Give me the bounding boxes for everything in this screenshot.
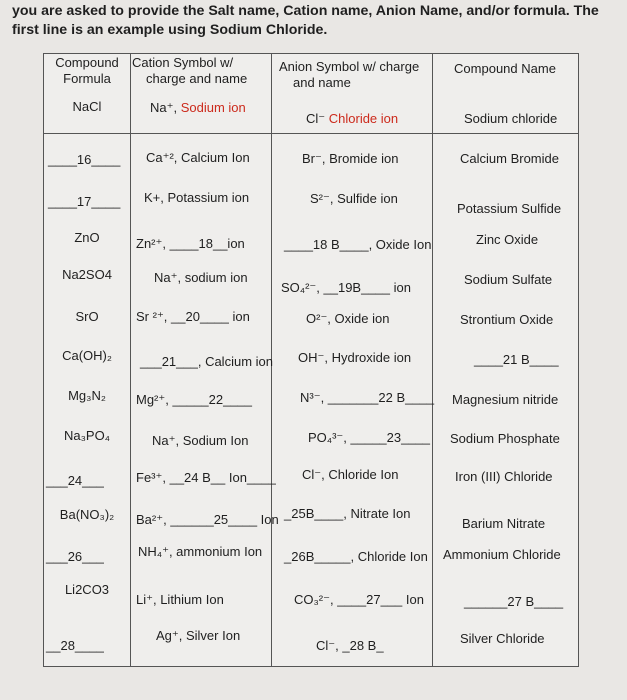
row-9-formula: ___24___ [46, 473, 104, 488]
row-13-cation: Ag⁺, Silver Ion [156, 628, 241, 643]
row-13-anion: Cl⁻, _28 B_ [316, 638, 384, 653]
row-7-name: Magnesium nitride [452, 392, 559, 407]
salt-table [43, 53, 579, 667]
row-13-name: Silver Chloride [460, 631, 545, 646]
row-2-name: Potassium Sulfide [457, 201, 562, 216]
row-11-name: Ammonium Chloride [443, 547, 561, 562]
row-8-cation: Na⁺, Sodium Ion [152, 433, 249, 448]
row-5-name: Strontium Oxide [460, 312, 554, 327]
row-5-cation: Sr ²⁺, __20____ ion [136, 309, 250, 324]
row-2-formula: ____17____ [48, 194, 121, 209]
row-3-cation: Zn²⁺, ____18__ion [136, 236, 245, 251]
row-2-anion: S²⁻, Sulfide ion [310, 191, 398, 206]
row-3-name: Zinc Oxide [476, 232, 539, 247]
row-4-anion: SO₄²⁻, __19B____ ion [281, 280, 411, 295]
row-12-anion: CO₃²⁻, ____27___ Ion [294, 592, 424, 607]
column-divider [432, 54, 433, 666]
header-compound-formula: Compound Formula [55, 55, 119, 86]
row-12-formula: Li2CO3 [64, 582, 110, 597]
row-5-anion: O²⁻, Oxide ion [306, 311, 390, 326]
instructions-text: you are asked to provide the Salt name, Cation name, Anion Name, and/or formula. The first line is an example using Sodium Chloride. [12, 3, 599, 38]
row-0-formula: NaCl [72, 99, 102, 114]
row-2-cation: K+, Potassium ion [144, 190, 250, 205]
row-7-formula: Mg₃N₂ [68, 388, 106, 403]
row-8-anion: PO₄³⁻, _____23____ [308, 430, 431, 445]
row-1-name: Calcium Bromide [460, 151, 559, 166]
row-7-anion: N³⁻, _______22 B____ [300, 390, 435, 405]
row-10-cation: Ba²⁺, ______25____ Ion [136, 512, 279, 527]
row-11-cation: NH₄⁺, ammonium Ion [138, 544, 263, 559]
row-0-anion: Cl⁻ Chloride ion [306, 111, 399, 126]
header-anion: Anion Symbol w/ charge and name [279, 59, 420, 90]
row-12-cation: Li⁺, Lithium Ion [136, 592, 224, 607]
row-0-name: Sodium chloride [464, 111, 558, 126]
row-11-anion: _26B_____, Chloride Ion [284, 549, 428, 564]
row-11-formula: ___26___ [46, 549, 104, 564]
row-4-name: Sodium Sulfate [464, 272, 553, 287]
header-cation: Cation Symbol w/ charge and name [132, 55, 248, 86]
row-1-formula: ____16____ [48, 152, 121, 167]
row-10-formula: Ba(NO₃)₂ [59, 507, 115, 522]
row-10-name: Barium Nitrate [462, 516, 546, 531]
row-8-formula: Na₃PO₄ [63, 428, 110, 443]
row-4-cation: Na⁺, sodium ion [154, 270, 248, 285]
row-8-name: Sodium Phosphate [450, 431, 560, 446]
row-9-anion: Cl⁻, Chloride Ion [302, 467, 399, 482]
row-3-formula: ZnO [74, 230, 100, 245]
row-9-cation: Fe³⁺, __24 B__ Ion____ [136, 470, 276, 485]
column-divider [130, 54, 131, 666]
row-6-anion: OH⁻, Hydroxide ion [298, 350, 412, 365]
row-5-formula: SrO [75, 309, 99, 324]
row-9-name: Iron (III) Chloride [455, 469, 553, 484]
header-divider [44, 133, 578, 134]
row-12-name: ______27 B____ [464, 594, 564, 609]
row-4-formula: Na2SO4 [62, 267, 112, 282]
row-1-cation: Ca⁺², Calcium Ion [146, 150, 250, 165]
header-compound-name: Compound Name [454, 61, 556, 76]
row-10-anion: _25B____, Nitrate Ion [284, 506, 411, 521]
row-7-cation: Mg²⁺, _____22____ [136, 392, 253, 407]
row-0-cation: Na⁺, Sodium ion [150, 100, 246, 115]
row-13-formula: __28____ [46, 638, 104, 653]
row-3-anion: ____18 B____, Oxide Ion [284, 237, 432, 252]
row-6-cation: ___21___, Calcium ion [140, 354, 273, 369]
row-1-anion: Br⁻, Bromide ion [302, 151, 399, 166]
row-6-formula: Ca(OH)₂ [62, 348, 112, 363]
row-6-name: ____21 B____ [474, 352, 559, 367]
